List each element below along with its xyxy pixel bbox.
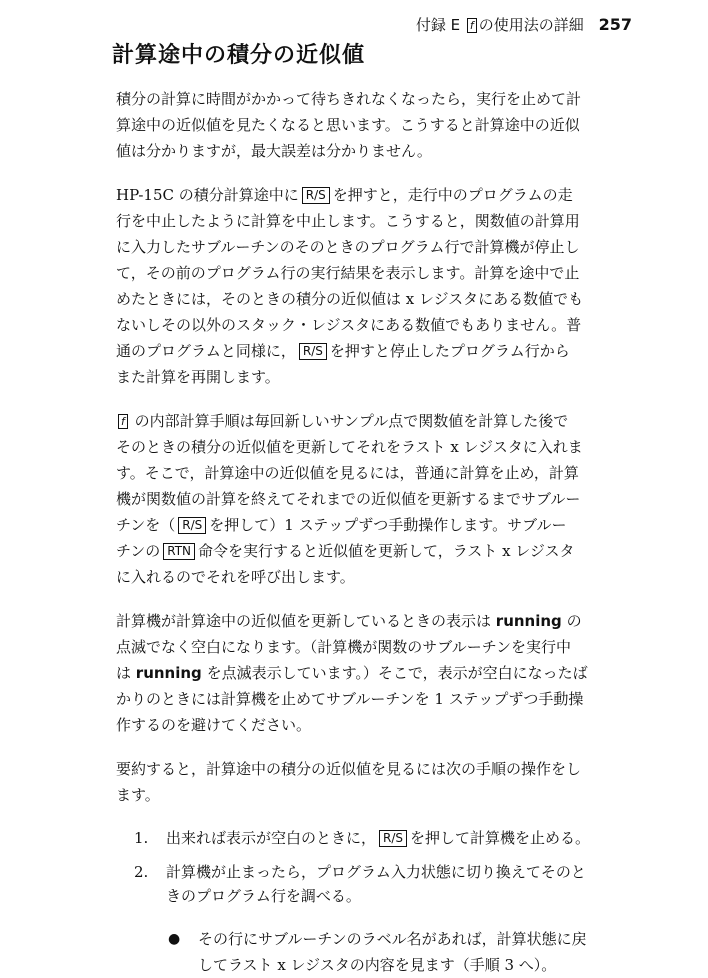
rs-key-icon: R/S [178, 517, 206, 534]
list-item: 2. 計算機が止まったら，プログラム入力状態に切り換えてそのと きのプログラム行を調べる。 [134, 863, 586, 905]
section-title: 計算途中の積分の近似値 [112, 43, 366, 68]
running-header [416, 14, 632, 35]
paragraph-3: f の内部計算手順は毎回新しいサンプル点で関数値を計算した後で そのときの積分の近似値を更新してそれをラスト x レジスタに入れま す。そこで，計算途中の近似値を見るには，普通に計算を止め，計算 機が関数値の計算を終えてそれまでの近似値を更新するまでサブルー チンを（ R/S を押して）1 ステップずつ手動操作します。サブルー チンの RTN 命令を実行すると近似値を更新して，ラスト x レジスタ に入れるのでそれを呼び出します。 [116, 412, 583, 586]
rs-key-icon: R/S [302, 187, 330, 204]
rs-key-icon: R/S [299, 343, 327, 360]
page-number: 257 [598, 15, 632, 34]
paragraph-5: 要約すると，計算途中の積分の近似値を見るには次の手順の操作をし ます。 [116, 760, 582, 804]
bullet-item: ● その行にサブルーチンのラベル名があれば，計算状態に戻 してラスト x レジスタの内容を見ます（手順 3 へ）。 [116, 926, 644, 978]
header-appendix: 付録 E [415, 16, 461, 34]
procedure-list [116, 826, 644, 908]
rs-key-icon: R/S [379, 830, 407, 847]
f-key-icon: f [467, 18, 477, 33]
paragraph-2: HP-15C の積分計算途中に R/S を押すと，走行中のプログラムの走 行を中止したように計算を中止します。こうすると，関数値の計算用 に入力したサブルーチンのそのときのプログラム行で計算機が停止し て，その前のプログラム行の実行結果を表示します。計算を途中で止 めたときには，そのときの積分の近似値は x レジスタにある数値でも ないしその以外のスタック・レジスタにある数値でもありません。普 通のプログラムと同様に， R/S を押すと停止したプログラム行から また計算を再開します。 [116, 186, 584, 386]
bullet-icon: ● [168, 931, 181, 947]
running-display-text: running [495, 612, 562, 630]
f-key-icon: f [118, 414, 128, 429]
body-text [116, 86, 644, 978]
running-display-text: running [135, 664, 202, 682]
paragraph-1: 積分の計算に時間がかかって待ちきれなくなったら，実行を止めて計 算途中の近似値を見たくなると思います。こうすると計算途中の近似 値は分かりますが，最大誤差は分かりません。 [116, 90, 582, 160]
rtn-key-icon: RTN [163, 543, 195, 560]
paragraph-4: 計算機が計算途中の近似値を更新しているときの表示は running の 点滅でなく空白になります。（計算機が関数のサブルーチンを実行中 は running を点滅表示しています。）そこで，表示が空白になったば かりのときには計算機を止めてサブルーチンを 1 ステップずつ手動操 作するのを避けてください。 [116, 612, 588, 734]
list-item: 1. 出来れば表示が空白のときに， R/S を押して計算機を止める。 [134, 829, 591, 847]
header-section: の使用法の詳細 [478, 16, 584, 34]
